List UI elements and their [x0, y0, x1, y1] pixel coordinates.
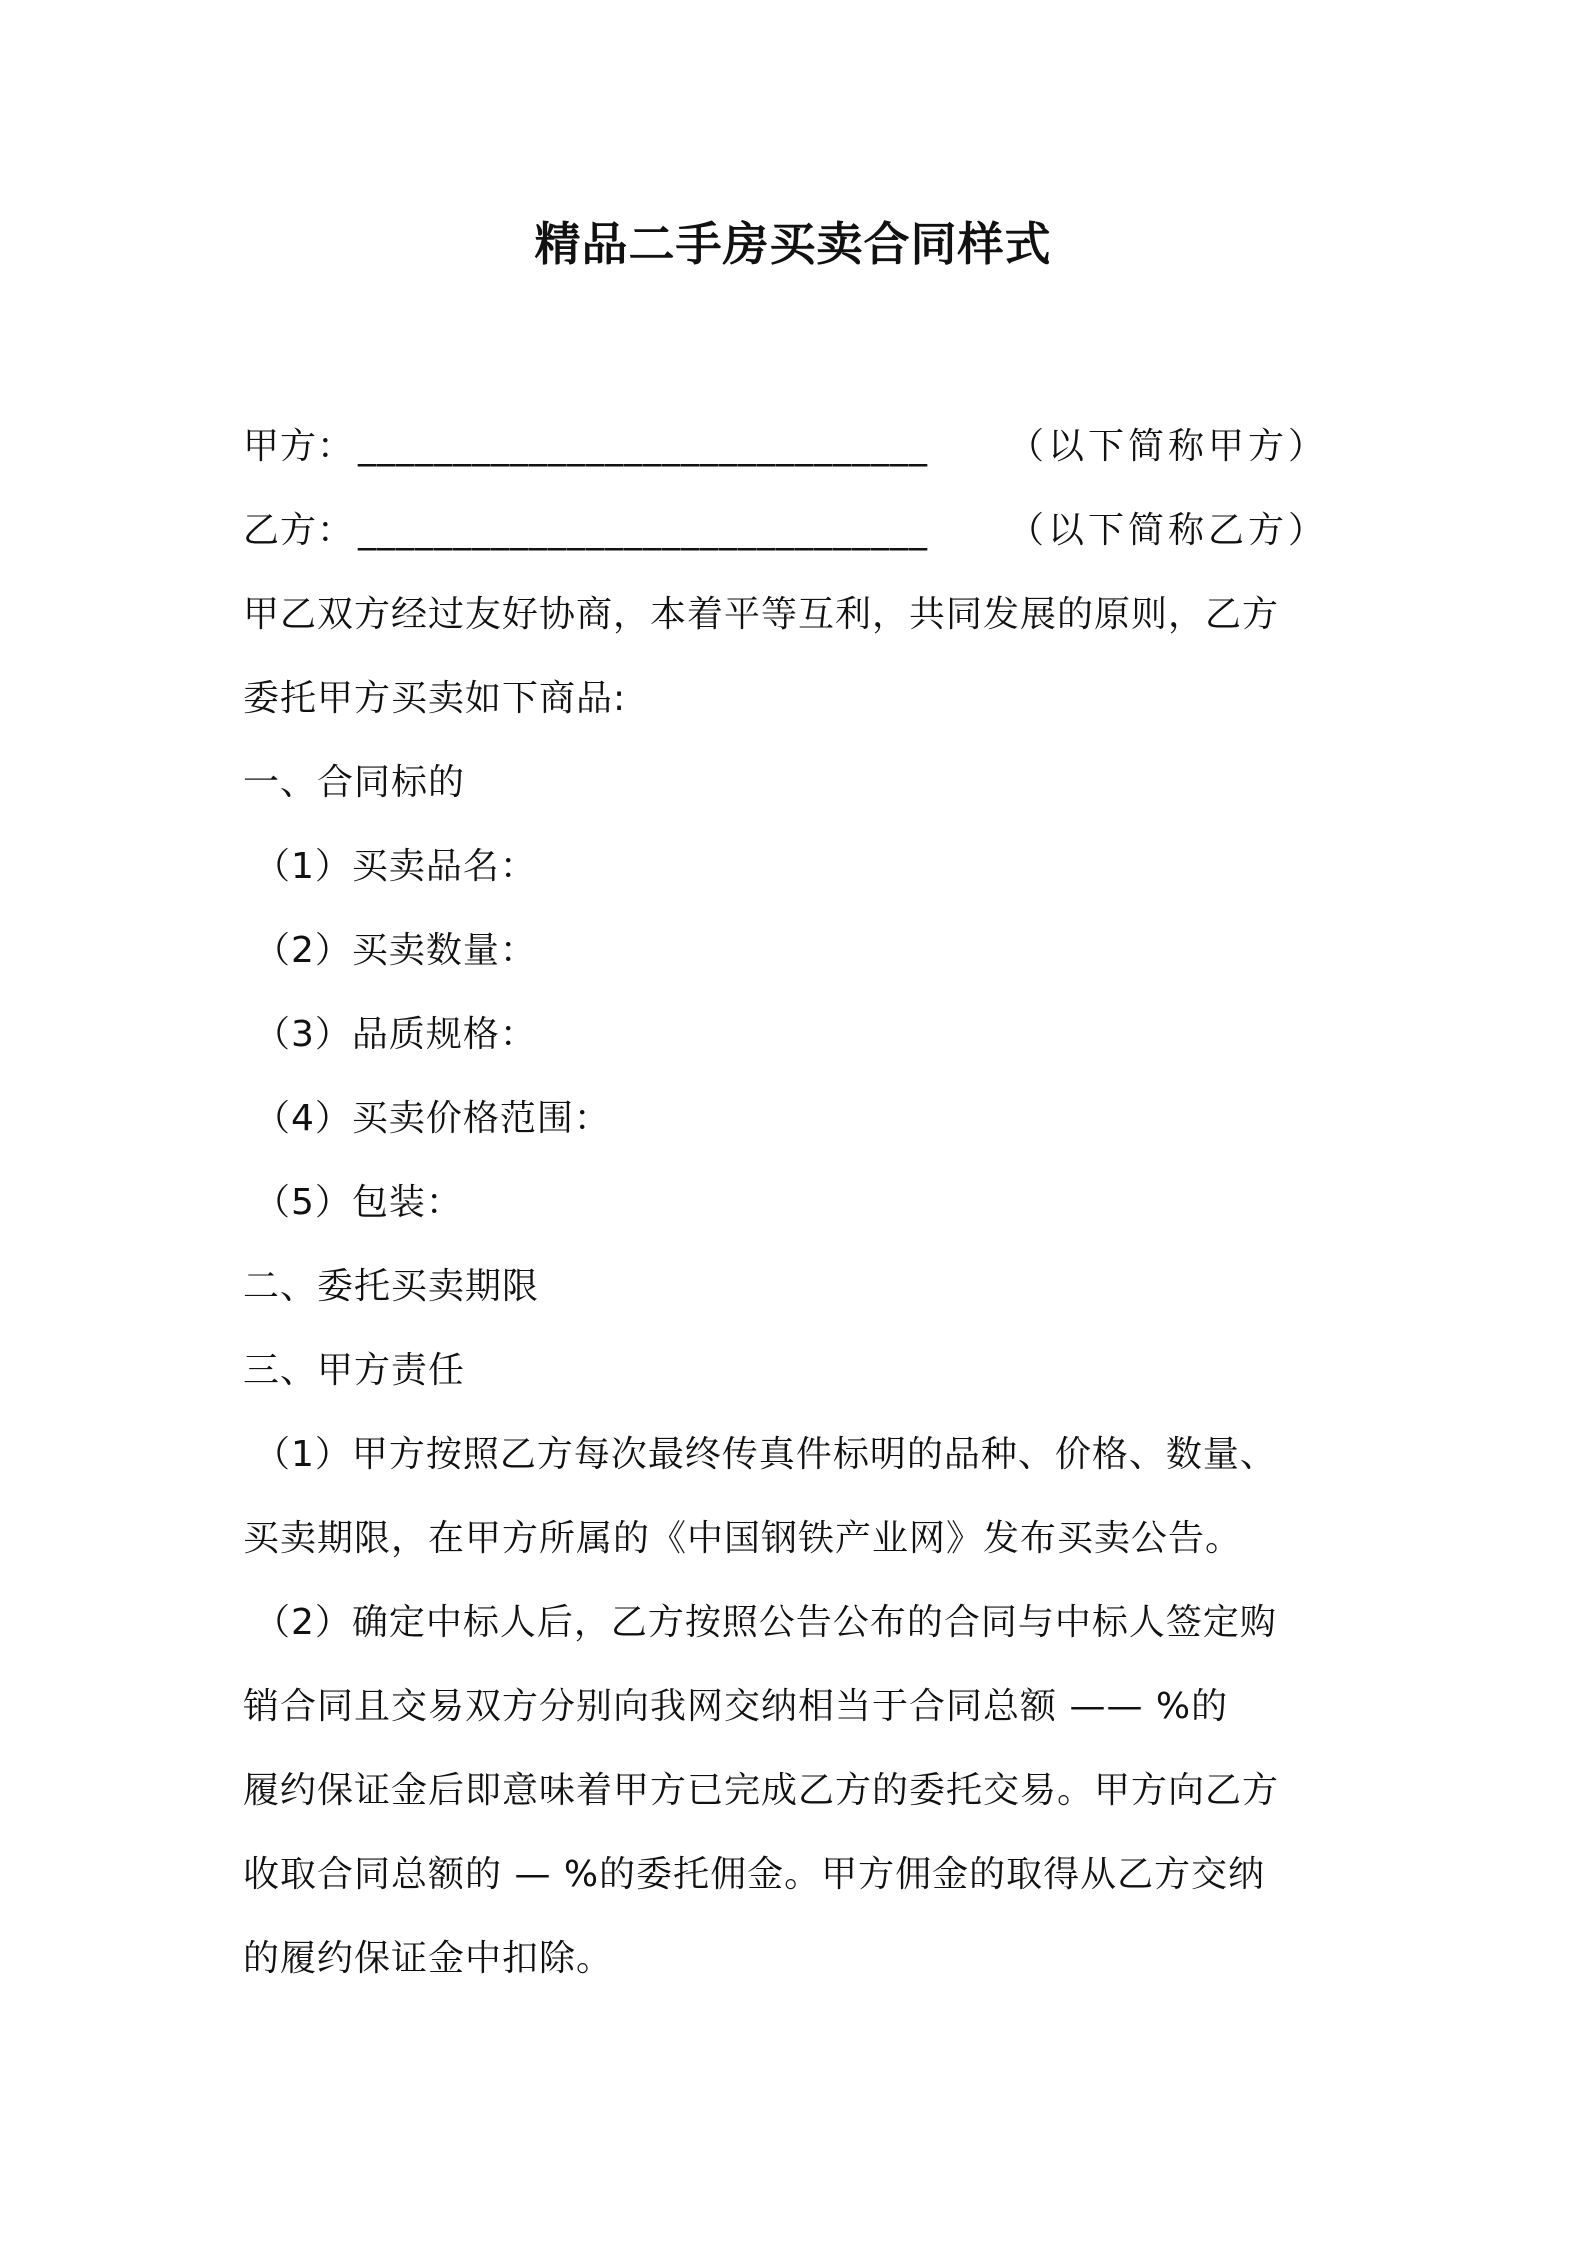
document-body	[243, 405, 1353, 2001]
intro-line: 甲乙双方经过友好协商，本着平等互利，共同发展的原则，乙方	[243, 594, 1280, 635]
list-item: （3）品质规格：	[254, 1014, 537, 1055]
section-heading: 三、甲方责任	[243, 1350, 466, 1391]
party-a-blank: ______________________________	[358, 426, 929, 467]
list-item: （2）买卖数量：	[254, 930, 537, 971]
party-b-blank: ______________________________	[358, 510, 929, 551]
party-b-label: 乙方：	[243, 510, 355, 551]
clause-line: 的履约保证金中扣除。	[243, 1938, 614, 1979]
clause-line: 履约保证金后即意味着甲方已完成乙方的委托交易。甲方向乙方	[243, 1770, 1280, 1811]
clause-line: （1）甲方按照乙方每次最终传真件标明的品种、价格、数量、	[254, 1434, 1277, 1475]
party-b-line	[243, 489, 1353, 573]
clause-line: 收取合同总额的 — %的委托佣金。甲方佣金的取得从乙方交纳	[243, 1854, 1266, 1895]
list-item: （5）包装：	[254, 1182, 463, 1223]
party-a-label: 甲方：	[243, 426, 355, 467]
list-item: （1）买卖品名：	[254, 846, 537, 887]
clause-line: 销合同且交易双方分别向我网交纳相当于合同总额 —— %的	[243, 1686, 1229, 1727]
party-a-line	[243, 405, 1353, 489]
clause-line: 买卖期限，在甲方所属的《中国钢铁产业网》发布买卖公告。	[243, 1518, 1243, 1559]
intro-line: 委托甲方买卖如下商品:	[243, 678, 627, 719]
document-title: 精品二手房买卖合同样式	[534, 217, 1052, 271]
party-b-note: （以下简称乙方）	[1008, 510, 1329, 551]
party-a-note: （以下简称甲方）	[1008, 426, 1329, 467]
clause-line: （2）确定中标人后，乙方按照公告公布的合同与中标人签定购	[254, 1602, 1277, 1643]
list-item: （4）买卖价格范围：	[254, 1098, 611, 1139]
section-heading: 二、委托买卖期限	[243, 1266, 540, 1307]
section-heading: 一、合同标的	[243, 762, 466, 803]
